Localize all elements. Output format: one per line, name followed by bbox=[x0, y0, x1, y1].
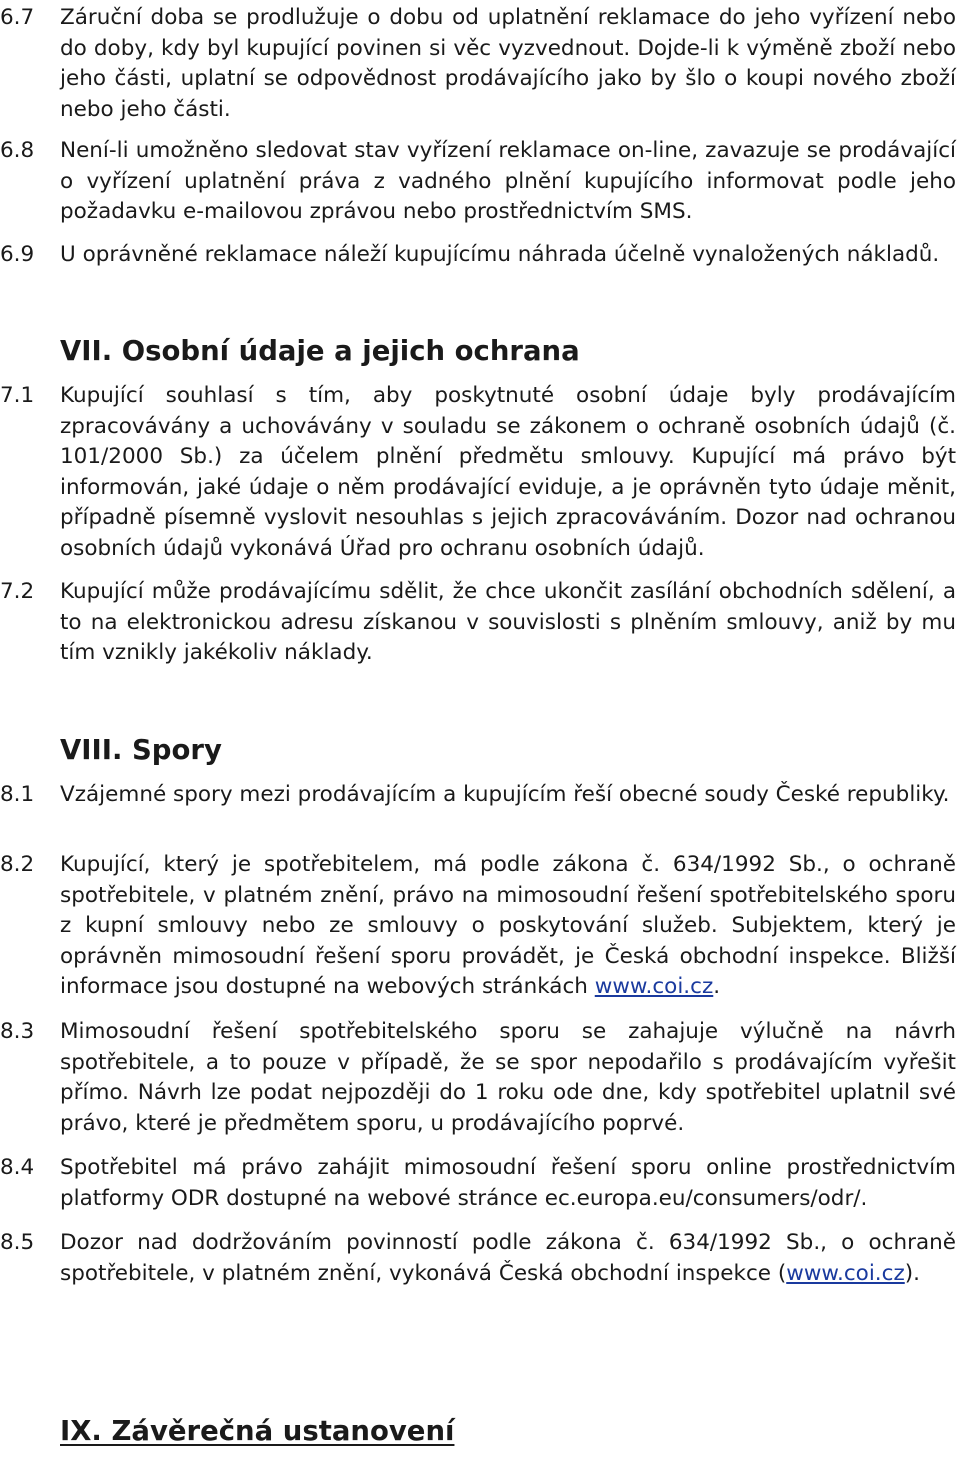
paragraph-text: Kupující může prodávajícímu sdělit, že chce ukončit zasílání obchodních sdělení, a to na elektronickou adresu získanou v souvislosti s plněním smlouvy, aniž by mu tím vznikly jakékoliv náklady. bbox=[60, 579, 956, 665]
paragraph-number: 8.1 bbox=[0, 782, 35, 807]
paragraph-8-4 bbox=[0, 1153, 960, 1214]
paragraph-6-7 bbox=[0, 3, 960, 125]
coi-website-link[interactable]: www.coi.cz bbox=[786, 1260, 905, 1286]
coi-website-link[interactable]: www.coi.cz bbox=[594, 974, 714, 999]
paragraph-text: Dozor nad dodržováním povinností podle zákona č. 634/1992 Sb., o ochraně spotřebitele, v platném znění, vykonává Česká obchodní inspekce (www.coi.cz). bbox=[60, 1230, 956, 1286]
paragraph-number: 8.2 bbox=[0, 852, 35, 877]
paragraph-number: 8.5 bbox=[0, 1230, 35, 1255]
paragraph-number: 6.7 bbox=[0, 5, 35, 30]
paragraph-number: 8.3 bbox=[0, 1019, 35, 1044]
paragraph-text: Není-li umožněno sledovat stav vyřízení reklamace on-line, zavazuje se prodávající o vyřízení uplatnění práva z vadného plnění kupujícího informovat podle jeho požadavku e-mailovou zprávou nebo prostřednictvím SMS. bbox=[60, 138, 956, 224]
paragraph-8-3 bbox=[0, 1017, 960, 1139]
section-heading-ix: IX. Závěrečná ustanovení bbox=[60, 1415, 455, 1447]
paragraph-7-1 bbox=[0, 381, 960, 564]
paragraph-number: 7.2 bbox=[0, 579, 35, 604]
paragraph-text: Kupující souhlasí s tím, aby poskytnuté osobní údaje byly prodávajícím zpracovávány a uchovávány v souladu se zákonem o ochraně osobních údajů (č. 101/2000 Sb.) za účelem plnění předmětu smlouvy. Kupující má právo být informován, jaké údaje o něm prodávající eviduje, a je oprávněn tyto údaje měnit, případně písemně vyslovit nesouhlas s jejich zpracováváním. Dozor nad ochranou osobních údajů vykonává Úřad pro ochranu osobních údajů. bbox=[60, 383, 956, 561]
paragraph-8-2 bbox=[0, 850, 960, 1003]
paragraph-7-2 bbox=[0, 577, 960, 669]
paragraph-text: Mimosoudní řešení spotřebitelského sporu se zahajuje výlučně na návrh spotřebitele, a to pouze v případě, že se spor nepodařilo s prodávajícím vyřešit přímo. Návrh lze podat nejpozději do 1 roku ode dne, kdy spotřebitel uplatnil své právo, které je předmětem sporu, u prodávajícího poprvé. bbox=[60, 1019, 956, 1136]
paragraph-number: 6.9 bbox=[0, 242, 35, 267]
paragraph-8-1 bbox=[0, 780, 960, 811]
paragraph-number: 6.8 bbox=[0, 138, 35, 163]
paragraph-text: Kupující, který je spotřebitelem, má podle zákona č. 634/1992 Sb., o ochraně spotřebitele, v platném znění, právo na mimosoudní řešení spotřebitelského sporu z kupní smlouvy nebo ze smlouvy o poskytování služeb. Subjektem, který je oprávněn mimosoudní řešení sporu provádět, je Česká obchodní inspekce. Bližší informace jsou dostupné na webových stránkách www.coi.cz. bbox=[60, 852, 956, 999]
paragraph-8-5 bbox=[0, 1228, 960, 1289]
paragraph-number: 8.4 bbox=[0, 1155, 35, 1180]
paragraph-6-9 bbox=[0, 240, 960, 271]
paragraph-text: Záruční doba se prodlužuje o dobu od uplatnění reklamace do jeho vyřízení nebo do doby, kdy byl kupující povinen si věc vyzvednout. Dojde-li k výměně zboží nebo jeho části, uplatní se odpovědnost prodávajícího jako by šlo o koupi nového zboží nebo jeho části. bbox=[60, 5, 956, 122]
section-heading-viii: VIII. Spory bbox=[60, 734, 222, 766]
paragraph-6-8 bbox=[0, 136, 960, 228]
section-heading-vii: VII. Osobní údaje a jejich ochrana bbox=[60, 335, 580, 367]
paragraph-text: Vzájemné spory mezi prodávajícím a kupujícím řeší obecné soudy České republiky. bbox=[60, 782, 950, 807]
paragraph-text: U oprávněné reklamace náleží kupujícímu náhrada účelně vynaložených nákladů. bbox=[60, 242, 940, 267]
paragraph-number: 7.1 bbox=[0, 383, 35, 408]
paragraph-text: Spotřebitel má právo zahájit mimosoudní řešení sporu online prostřednictvím platformy ODR dostupné na webové stránce ec.europa.eu/consumers/odr/. bbox=[60, 1155, 956, 1211]
